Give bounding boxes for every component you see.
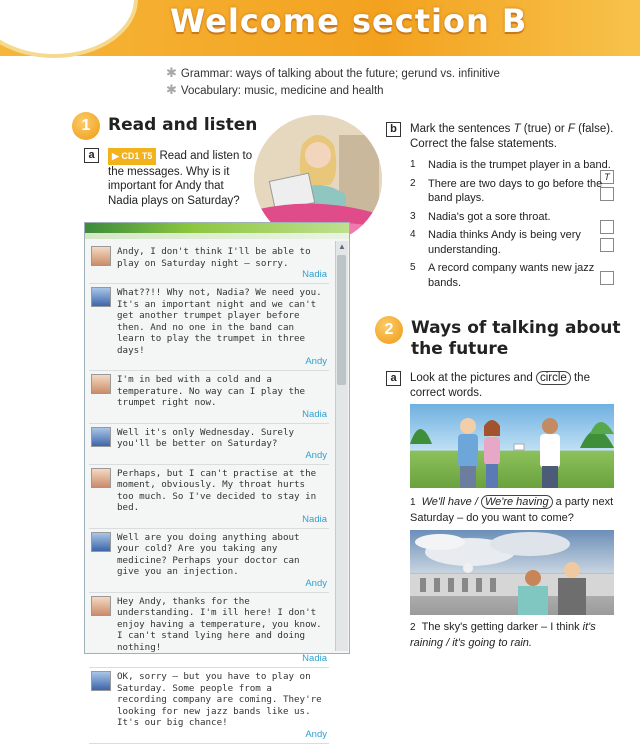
task-letter: b: [386, 122, 401, 137]
statement-item: [410, 261, 615, 290]
statement-text: There are two days to go before the band plays.: [428, 177, 603, 204]
task-letter: a: [386, 371, 401, 386]
option-wrong[interactable]: We'll have: [421, 496, 472, 508]
message-text: OK, sorry – but you have to play on Saturday. Some people from a recording company are coming. They're looking for new jazz bands like us. It's our big chance!: [117, 671, 322, 728]
answer-box[interactable]: [600, 187, 614, 201]
message-sender: Andy: [305, 356, 327, 367]
true-false-list: [410, 158, 615, 294]
page-title: Welcome section B: [170, 2, 528, 40]
statement-text: Nadia thinks Andy is being very understanding.: [428, 229, 581, 256]
chat-subheader-bar: [85, 233, 349, 239]
task-2a-pre: Look at the pictures and: [410, 372, 536, 384]
option-separator: /: [471, 496, 481, 508]
message-text: Well it's only Wednesday. Surely you'll be better on Saturday?: [117, 426, 295, 449]
statement-number: 3: [410, 210, 416, 222]
people-talking-illustration: [410, 404, 614, 488]
option-2[interactable]: it's going to rain.: [452, 636, 532, 649]
task-2a-instructions: [410, 371, 620, 400]
andy-avatar: [91, 287, 111, 307]
task-2a-post: the correct words.: [410, 372, 590, 399]
statement-number: 2: [410, 177, 416, 189]
task-b-instructions: [410, 122, 620, 151]
message-text: What??!! Why not, Nadia? We need you. It's an important night and we can't get another trumpet player before then. And no one in the band can learn to play the trumpet in three days!: [117, 287, 322, 356]
option-circled[interactable]: We're having: [481, 495, 553, 509]
option-separator: /: [443, 636, 453, 649]
message-body: [117, 246, 327, 280]
andy-avatar: [91, 671, 111, 691]
task-letter: a: [84, 148, 99, 163]
answer-box[interactable]: [600, 238, 614, 252]
statement-number: 1: [410, 159, 416, 170]
chat-message: [89, 668, 329, 744]
chat-window: [84, 222, 350, 740]
andy-avatar: [91, 427, 111, 447]
task-b-text-post: (false). Correct the false statements.: [410, 123, 614, 150]
statement-number: 5: [410, 262, 416, 273]
statement-text: Nadia is the trumpet player in a band.: [428, 159, 611, 171]
message-text: Well are you doing anything about your cold? Are you taking any medicine? Perhaps your doctor can give you an injection.: [117, 531, 300, 577]
section-number-badge: 1: [72, 112, 100, 140]
answer-box[interactable]: T: [600, 170, 614, 184]
grammar-objective: Grammar: ways of talking about the future; gerund vs. infinitive: [180, 68, 500, 80]
chat-message: [89, 284, 329, 371]
message-text: I'm in bed with a cold and a temperature. No way can I play the trumpet right now.: [117, 374, 306, 408]
message-text: Hey Andy, thanks for the understanding. I'm ill here! I don't enjoy having a temperature, you know. I can't stand lying here and doing nothing!: [117, 595, 322, 653]
message-list: [89, 243, 329, 744]
nadia-avatar: [91, 468, 111, 488]
star-icon: ✱: [166, 82, 177, 97]
message-sender: Andy: [305, 728, 327, 740]
message-body: [117, 671, 327, 740]
stadium-clouds-illustration: [410, 530, 614, 615]
task-a-text: Read and listen to the messages. Why is it important for Andy that Nadia plays on Saturday?: [108, 150, 253, 207]
nadia-avatar: [91, 596, 111, 616]
statement-item: [410, 177, 615, 206]
section-number-badge: 2: [375, 316, 403, 344]
item-rest-text: a party next Saturday – do you want to come?: [410, 496, 614, 524]
nadia-avatar: [91, 374, 111, 394]
scroll-up-icon[interactable]: ▲: [338, 242, 346, 251]
statement-text: Nadia's got a sore throat.: [428, 210, 551, 223]
message-body: [117, 287, 327, 367]
message-body: [117, 468, 327, 525]
message-sender: Nadia: [302, 513, 327, 525]
message-sender: Andy: [305, 449, 327, 461]
statement-item: [410, 228, 615, 257]
message-body: [117, 596, 327, 665]
chat-message: [89, 465, 329, 529]
audio-track-button[interactable]: ▶ CD1 T5: [108, 148, 156, 165]
section-title: Read and listen: [108, 115, 258, 135]
chat-message: [89, 529, 329, 593]
message-body: [117, 532, 327, 589]
message-sender: Nadia: [302, 408, 327, 420]
message-text: Perhaps, but I can't practise at the moment, obviously. My throat hurts too much. So I've decided to stay in bed.: [117, 467, 317, 513]
statement-number: 4: [410, 229, 416, 240]
circle-word: circle: [536, 371, 571, 385]
star-icon: ✱: [166, 65, 177, 80]
message-sender: Nadia: [302, 269, 327, 280]
chat-scrollbar[interactable]: [335, 241, 348, 651]
message-sender: Andy: [305, 577, 327, 589]
nadia-avatar: [91, 246, 111, 266]
chat-message: [89, 424, 329, 465]
scroll-thumb[interactable]: [337, 255, 346, 385]
task-a-instructions: [108, 148, 253, 208]
section-title: [411, 318, 621, 360]
statement-item: [410, 158, 615, 182]
section-title-line1: Ways of talking about: [411, 318, 621, 338]
false-letter: F: [567, 123, 575, 135]
message-sender: Nadia: [302, 653, 327, 664]
chat-message: [89, 371, 329, 424]
vocabulary-objective: Vocabulary: music, medicine and health: [180, 85, 384, 97]
chat-header-bar: [85, 223, 349, 233]
item-pre-text: The sky's getting darker – I think: [421, 621, 583, 633]
section-title-line2: the future: [411, 339, 509, 359]
item-number: 1: [410, 497, 416, 508]
true-letter: T: [513, 123, 521, 135]
chat-message: [89, 593, 329, 669]
party-invitation-picture: [410, 404, 614, 488]
message-body: [117, 374, 327, 420]
statement-text: A record company wants new jazz bands.: [428, 262, 595, 289]
option-1[interactable]: it's raining: [410, 621, 596, 649]
answer-box[interactable]: [600, 271, 614, 285]
picture-1-caption: [410, 495, 620, 525]
message-text: Andy, I don't think I'll be able to play on Saturday night – sorry.: [117, 246, 311, 269]
andy-avatar: [91, 532, 111, 552]
dark-sky-picture: [410, 530, 614, 615]
intro-objectives: [166, 65, 500, 99]
chat-message: [89, 243, 329, 284]
task-b-text-pre: Mark the sentences: [410, 123, 514, 135]
message-body: [117, 427, 327, 461]
statement-item: [410, 210, 615, 225]
item-number: 2: [410, 622, 416, 633]
task-b-text-mid: (true) or: [520, 123, 568, 135]
